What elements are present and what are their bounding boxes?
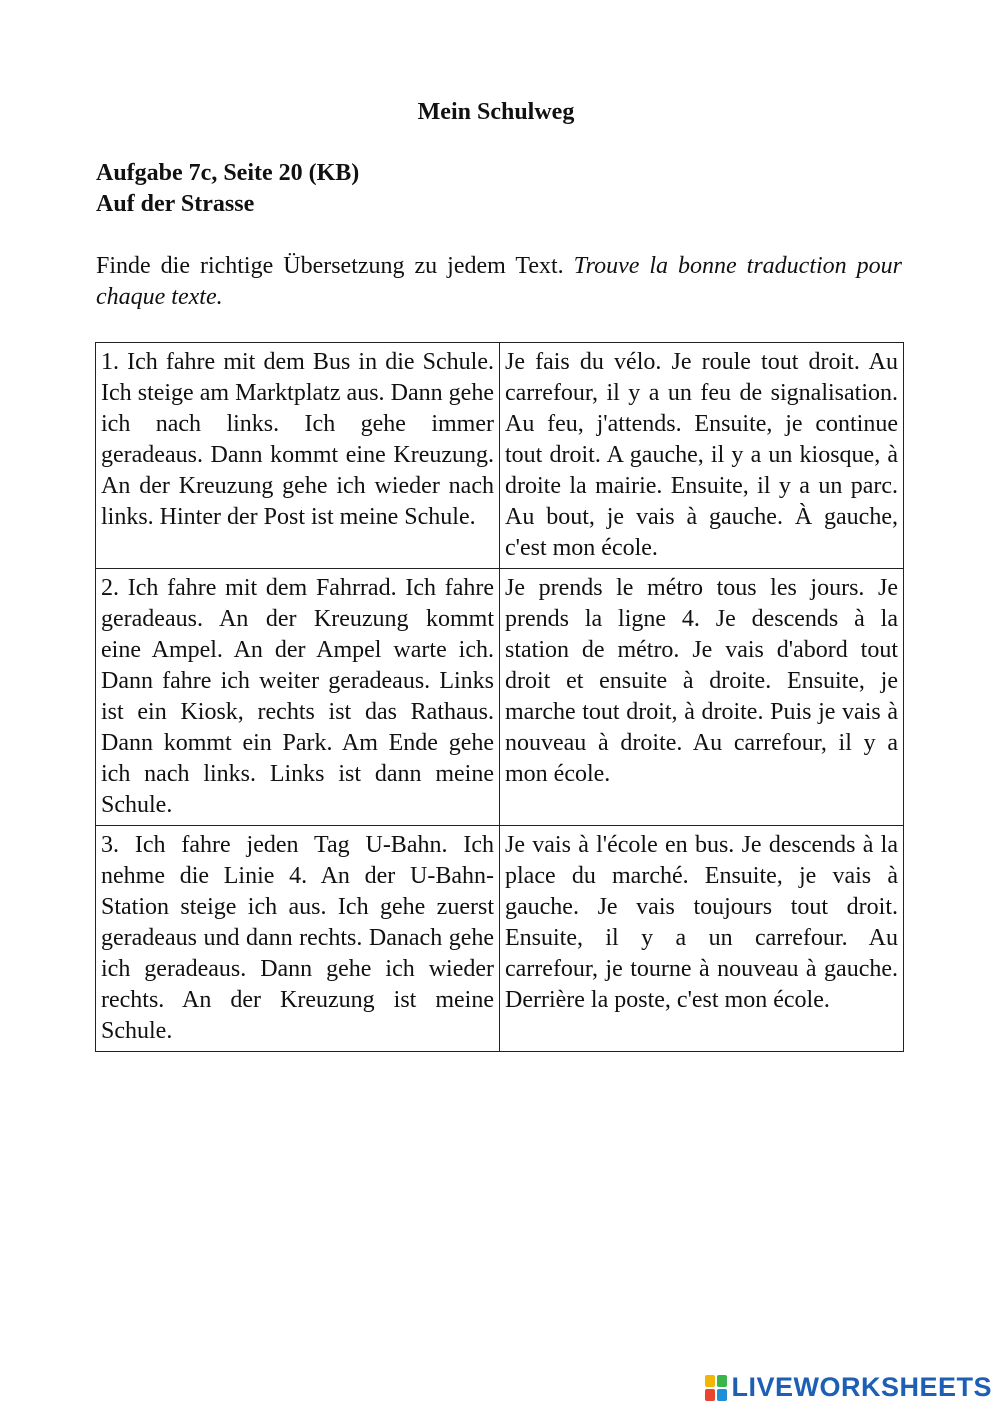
translation-table <box>95 342 904 1052</box>
liveworksheets-logo-icon <box>705 1375 727 1401</box>
liveworksheets-brand <box>705 1372 992 1403</box>
logo-square <box>717 1389 727 1401</box>
german-text-cell: 3. Ich fahre jeden Tag U-Bahn. Ich nehme die Linie 4. An der U-Bahn-Station steige ich aus. Ich gehe zuerst geradeaus und dann rechts. Danach gehe ich geradeaus. Dann gehe ich wieder rechts. An der Kreuzung ist meine Schule. <box>96 826 500 1052</box>
page-title: Mein Schulweg <box>417 99 575 125</box>
french-text-cell[interactable]: Je fais du vélo. Je roule tout droit. Au carrefour, il y a un feu de signalisation. Au feu, j'attends. Ensuite, je continue tout droit. A gauche, il y a un kiosque, à droite la mairie. Ensuite, il y a un parc. Au bout, je vais à gauche. À gauche, c'est mon école. <box>500 343 904 569</box>
table-row <box>96 826 904 1052</box>
instruction <box>96 251 902 313</box>
task-heading <box>96 158 359 220</box>
instruction-german: Finde die richtige Übersetzung zu jedem Text. <box>96 253 574 279</box>
french-text-cell[interactable]: Je prends le métro tous les jours. Je prends la ligne 4. Je descends à la station de métro. Je vais d'abord tout droit et ensuite à droite. Ensuite, je marche tout droit, à droite. Puis je vais à nouveau à droite. Au carrefour, il y a mon école. <box>500 569 904 826</box>
instruction-french: Trouve la bonne traduction pour chaque texte. <box>96 253 902 310</box>
table-row <box>96 569 904 826</box>
task-subtitle: Auf der Strasse <box>96 191 255 217</box>
logo-square <box>705 1389 715 1401</box>
table-row <box>96 343 904 569</box>
logo-square <box>717 1375 727 1387</box>
logo-square <box>705 1375 715 1387</box>
german-text-cell: 2. Ich fahre mit dem Fahrrad. Ich fahre geradeaus. An der Kreuzung kommt eine Ampel. An der Ampel warte ich. Dann fahre ich weiter geradeaus. Links ist ein Kiosk, rechts ist das Rathaus. Dann kommt ein Park. Am Ende gehe ich nach links. Links ist dann meine Schule. <box>96 569 500 826</box>
task-reference: Aufgabe 7c, Seite 20 (KB) <box>96 160 360 186</box>
brand-wordmark: LIVEWORKSHEETS <box>731 1372 992 1402</box>
german-text-cell: 1. Ich fahre mit dem Bus in die Schule. Ich steige am Marktplatz aus. Dann gehe ich nach links. Ich gehe immer geradeaus. Dann kommt eine Kreuzung. An der Kreuzung gehe ich wieder nach links. Hinter der Post ist meine Schule. <box>96 343 500 569</box>
french-text-cell[interactable]: Je vais à l'école en bus. Je descends à la place du marché. Ensuite, je vais à gauche. Je vais toujours tout droit. Ensuite, il y a un carrefour. Au carrefour, je tourne à nouveau à gauche. Derrière la poste, c'est mon école. <box>500 826 904 1052</box>
